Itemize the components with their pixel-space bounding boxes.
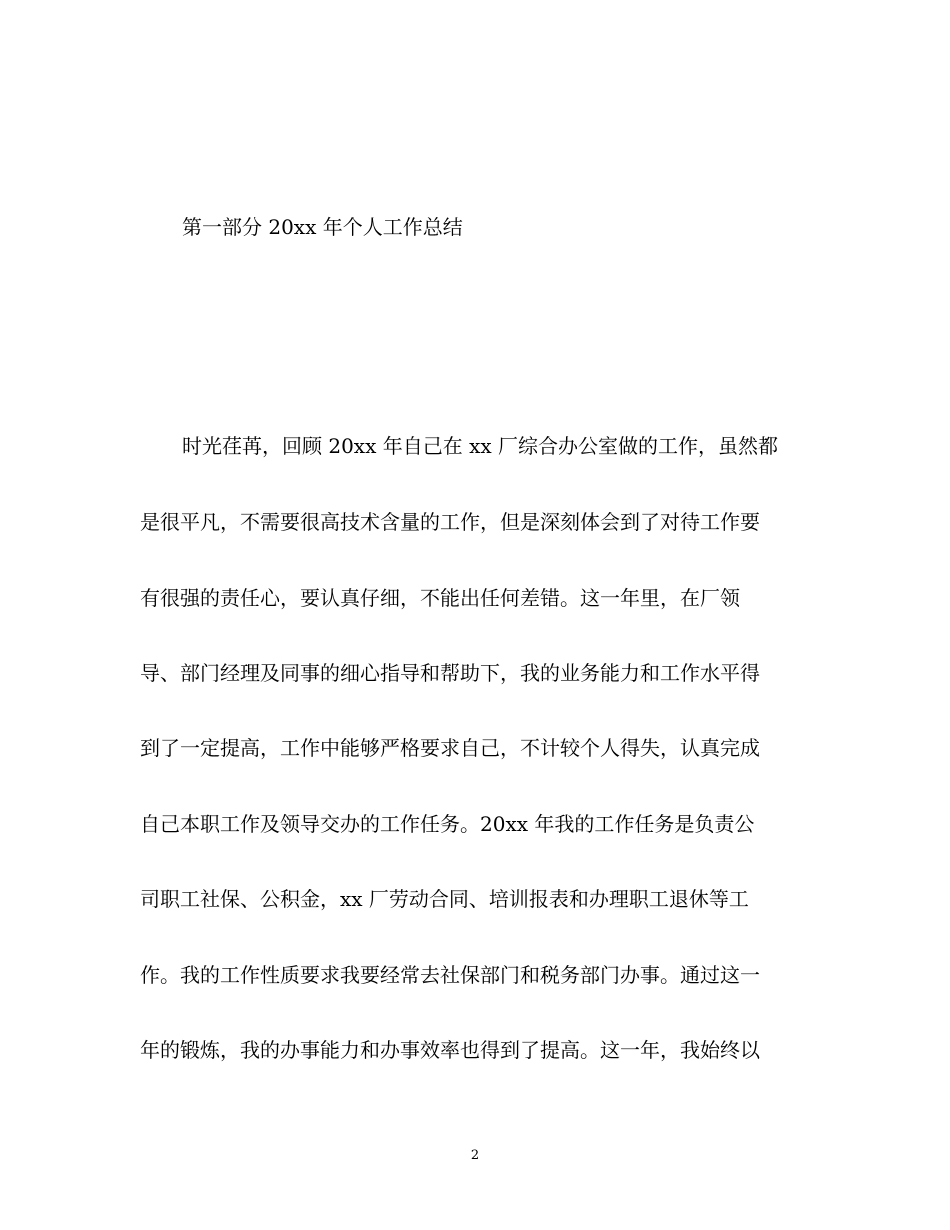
paragraph-line: 年的锻炼，我的办事能力和办事效率也得到了提高。这一年，我始终以 — [140, 1038, 760, 1062]
paragraph-line: 作。我的工作性质要求我要经常去社保部门和税务部门办事。通过这一 — [140, 963, 760, 987]
paragraph-line: 自己本职工作及领导交办的工作任务。20xx 年我的工作任务是负责公 — [140, 812, 755, 836]
page-number: 2 — [470, 1148, 480, 1163]
paragraph-line: 到了一定提高，工作中能够严格要求自己，不计较个人得失，认真完成 — [140, 736, 760, 760]
paragraph-line: 时光荏苒，回顾 20xx 年自己在 xx 厂综合办公室做的工作，虽然都 — [182, 434, 778, 458]
paragraph-line: 导、部门经理及同事的细心指导和帮助下，我的业务能力和工作水平得 — [140, 661, 760, 685]
section-heading: 第一部分 20xx 年个人工作总结 — [182, 215, 463, 239]
paragraph-line: 司职工社保、公积金，xx 厂劳动合同、培训报表和办理职工退休等工 — [140, 887, 749, 911]
paragraph-line: 有很强的责任心，要认真仔细，不能出任何差错。这一年里，在厂领 — [140, 586, 740, 610]
paragraph-line: 是很平凡，不需要很高技术含量的工作，但是深刻体会到了对待工作要 — [140, 510, 760, 534]
